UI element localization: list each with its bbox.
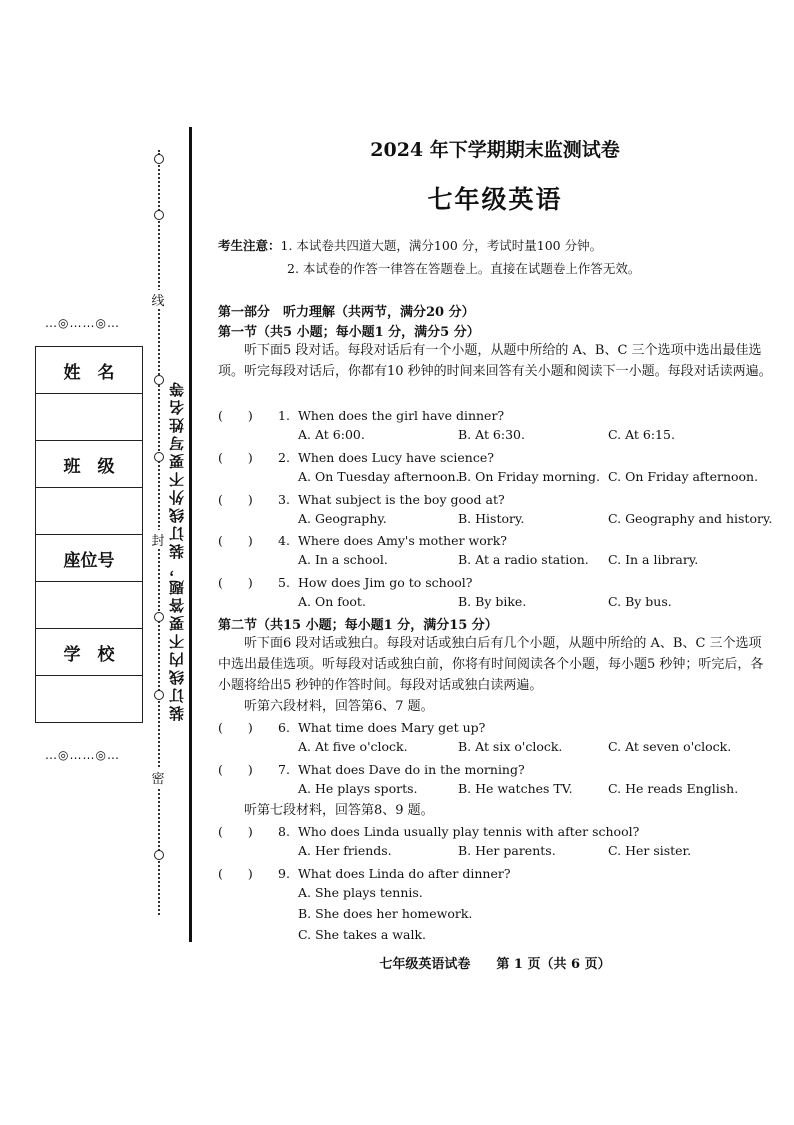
question-7: ( ) 7. What does Dave do in the morning? xyxy=(218,762,525,777)
question-text: What does Linda do after dinner? xyxy=(298,866,511,881)
option-a: A. Her friends. xyxy=(298,843,392,858)
option-a: A. On foot. xyxy=(298,594,366,609)
binding-circle xyxy=(154,452,164,462)
question-text: What subject is the boy good at? xyxy=(298,492,505,507)
notice-item-1: 1. 本试卷共四道大题，满分100 分，考试时量100 分钟。 xyxy=(280,238,603,253)
part1-heading: 第一部分 听力理解（共两节，满分20 分） xyxy=(218,305,475,320)
option-a: A. In a school. xyxy=(298,552,388,567)
notice-item-2: 2. 本试卷的作答一律答在答题卷上。直接在试题卷上作答无效。 xyxy=(287,261,641,276)
answer-blank[interactable]: ( ) xyxy=(218,866,253,881)
binding-rule xyxy=(189,127,192,942)
section1-instructions: 听下面5 段对话。每段对话后有一个小题，从题中所给的 A、B、C 三个选项中选出最佳选项。听完每段对话后，你都有10 秒钟的时间来回答有关小题和阅读下一小题。每段对话读两遍。 xyxy=(218,343,772,379)
option-c: C. By bus. xyxy=(608,594,672,609)
option-c: C. Her sister. xyxy=(608,843,692,858)
option-b: B. On Friday morning. xyxy=(458,469,600,484)
question-9: ( ) 9. What does Linda do after dinner? xyxy=(218,866,511,881)
answer-blank[interactable]: ( ) xyxy=(218,575,253,590)
binding-char-seal-2: 密 xyxy=(151,768,165,787)
option-b: B. At a radio station. xyxy=(458,552,589,567)
option-a: A. He plays sports. xyxy=(298,781,418,796)
seat-label: 座位号 xyxy=(36,535,143,582)
question-8: ( ) 8. Who does Linda usually play tennis with after school? xyxy=(218,824,640,839)
material-6-note: 听第六段材料，回答第6、7 题。 xyxy=(244,699,434,714)
binding-char-seal: 封 xyxy=(151,530,165,549)
binding-circle xyxy=(154,154,164,164)
option-b: B. He watches TV. xyxy=(458,781,573,796)
binding-circle xyxy=(154,375,164,385)
option-a: A. Geography. xyxy=(298,511,387,526)
question-text: What does Dave do in the morning? xyxy=(298,762,525,777)
binding-circle xyxy=(154,612,164,622)
option-c: C. In a library. xyxy=(608,552,699,567)
class-label: 班 级 xyxy=(36,441,143,488)
section2-instructions: 听下面6 段对话或独白。每段对话或独白后有几个小题，从题中所给的 A、B、C 三个选项中选出最佳选项。听每段对话或独白前，你将有时间阅读各个小题，每小题5 秒钟；听完后，各小题将给出5 秒钟的作答时间。每段对话或独白读两遍。 xyxy=(218,636,764,693)
binding-warning: 装订线内不要答题，装订线外不要写姓名等 xyxy=(168,379,186,721)
option-b: B. By bike. xyxy=(458,594,527,609)
binding-circle xyxy=(154,210,164,220)
seat-field[interactable] xyxy=(36,582,143,629)
option-b: B. At 6:30. xyxy=(458,427,525,442)
question-text: When does the girl have dinner? xyxy=(298,408,505,423)
answer-blank[interactable]: ( ) xyxy=(218,533,253,548)
name-label: 姓 名 xyxy=(36,347,143,394)
exam-subtitle: 七年级英语 xyxy=(427,185,563,214)
school-field[interactable] xyxy=(36,676,143,723)
question-3: ( ) 3. What subject is the boy good at? xyxy=(218,492,505,507)
option-c: C. On Friday afternoon. xyxy=(608,469,759,484)
student-info-table xyxy=(35,346,143,723)
exam-title: 2024 年下学期期末监测试卷 xyxy=(370,139,620,161)
notice-line-1 xyxy=(218,236,602,254)
answer-blank[interactable]: ( ) xyxy=(218,492,253,507)
question-text: Who does Linda usually play tennis with after school? xyxy=(298,824,640,839)
option-c: C. At seven o'clock. xyxy=(608,739,732,754)
option-a: A. On Tuesday afternoon. xyxy=(298,469,460,484)
answer-blank[interactable]: ( ) xyxy=(218,408,253,423)
section1-heading: 第一节（共5 小题；每小题1 分，满分5 分） xyxy=(218,325,480,340)
option-b: B. History. xyxy=(458,511,525,526)
option-c: C. She takes a walk. xyxy=(298,927,427,942)
option-a: A. She plays tennis. xyxy=(298,885,423,900)
option-c: C. Geography and history. xyxy=(608,511,773,526)
margin-dots-bottom: …◎……◎… xyxy=(45,748,120,762)
answer-blank[interactable]: ( ) xyxy=(218,824,253,839)
name-field[interactable] xyxy=(36,394,143,441)
option-b: B. At six o'clock. xyxy=(458,739,563,754)
option-b: B. Her parents. xyxy=(458,843,556,858)
option-c: C. At 6:15. xyxy=(608,427,675,442)
question-4: ( ) 4. Where does Amy's mother work? xyxy=(218,533,507,548)
notice-label: 考生注意： xyxy=(218,238,281,253)
binding-char-line: 线 xyxy=(151,290,165,309)
question-text: When does Lucy have science? xyxy=(298,450,494,465)
option-a: A. At five o'clock. xyxy=(298,739,408,754)
page-footer: 七年级英语试卷 第 1 页（共 6 页） xyxy=(379,957,611,972)
question-5: ( ) 5. How does Jim go to school? xyxy=(218,575,473,590)
question-text: How does Jim go to school? xyxy=(298,575,473,590)
material-7-note: 听第七段材料，回答第8、9 题。 xyxy=(244,803,434,818)
binding-circle xyxy=(154,850,164,860)
school-label: 学 校 xyxy=(36,629,143,676)
question-1: ( ) 1. When does the girl have dinner? xyxy=(218,408,505,423)
option-a: A. At 6:00. xyxy=(298,427,365,442)
margin-dots-top: …◎……◎… xyxy=(45,316,120,330)
question-text: What time does Mary get up? xyxy=(298,720,486,735)
class-field[interactable] xyxy=(36,488,143,535)
question-2: ( ) 2. When does Lucy have science? xyxy=(218,450,494,465)
option-c: C. He reads English. xyxy=(608,781,739,796)
question-text: Where does Amy's mother work? xyxy=(298,533,507,548)
section2-heading: 第二节（共15 小题；每小题1 分，满分15 分） xyxy=(218,618,498,633)
answer-blank[interactable]: ( ) xyxy=(218,762,253,777)
binding-circle xyxy=(154,690,164,700)
answer-blank[interactable]: ( ) xyxy=(218,450,253,465)
option-b: B. She does her homework. xyxy=(298,906,473,921)
answer-blank[interactable]: ( ) xyxy=(218,720,253,735)
question-6: ( ) 6. What time does Mary get up? xyxy=(218,720,486,735)
